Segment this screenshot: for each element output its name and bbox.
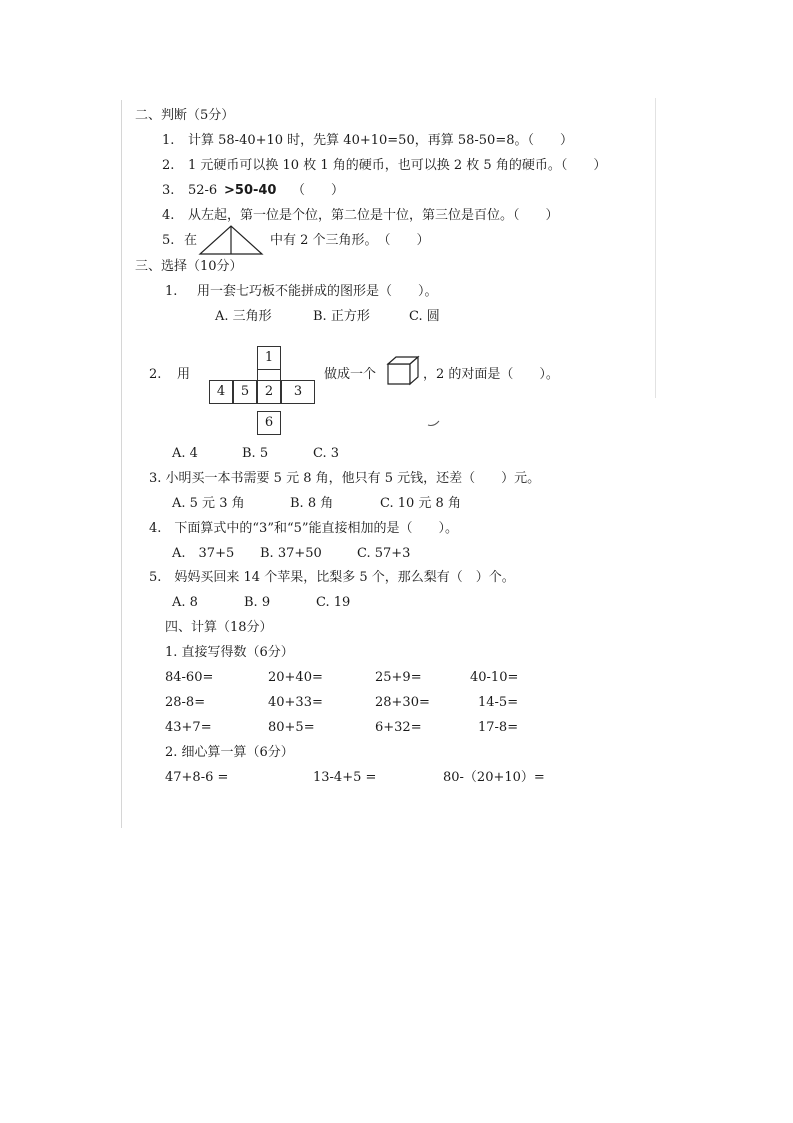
judge-item-4-number: 4.: [162, 208, 175, 223]
scan-edge-right: [655, 98, 656, 398]
judge-item-3-expr-right: >50-40: [224, 183, 277, 198]
choice-q5-text: 5. 妈妈买回来 14 个苹果，比梨多 5 个，那么梨有（ ）个。: [149, 570, 515, 585]
calc-row-1-col-2: 20+40=: [268, 670, 323, 685]
judge-item-5-post: 中有 2 个三角形。 （ ）: [270, 233, 430, 248]
calc-row-2-col-4: 14-5=: [478, 695, 519, 710]
calc-row-2-col-3: 28+30=: [375, 695, 430, 710]
choice-q2-number: 2.: [149, 367, 162, 382]
net-face-4: 3: [281, 380, 315, 404]
choice-q3-option-a: A. 5 元 3 角: [172, 496, 245, 511]
choice-q2-option-c: C. 3: [313, 446, 340, 461]
choice-q5-option-b: B. 9: [244, 595, 271, 610]
calc-part-2-item-2: 13-4+5 =: [313, 770, 377, 785]
choice-q2-option-a: A. 4: [172, 446, 198, 461]
judge-item-2-number: 2.: [162, 158, 175, 173]
net-face-3: 2: [257, 380, 281, 404]
choice-q3-option-b: B. 8 角: [290, 496, 334, 511]
calc-part-2-item-1: 47+8-6 =: [165, 770, 229, 785]
choice-q4-option-a: A. 37+5: [172, 546, 235, 561]
judge-item-2-text: 1 元硬币可以换 10 枚 1 角的硬币，也可以换 2 枚 5 角的硬币。（ ）: [188, 158, 607, 173]
section-2-heading: 二、判断（5分）: [135, 108, 235, 123]
choice-q2-pre: 用: [177, 367, 191, 382]
choice-q5-option-a: A. 8: [172, 595, 198, 610]
judge-item-1-number: 1.: [162, 133, 175, 148]
judge-item-3-number: 3.: [162, 183, 175, 198]
choice-q1-option-a: A. 三角形: [215, 309, 272, 324]
calc-row-2-col-2: 40+33=: [268, 695, 323, 710]
calc-row-3-col-1: 43+7=: [165, 720, 212, 735]
calc-row-2-col-1: 28-8=: [165, 695, 206, 710]
judge-item-5-number: 5.: [162, 233, 175, 248]
calc-row-1-col-3: 25+9=: [375, 670, 422, 685]
choice-q4-option-b: B. 37+50: [260, 546, 322, 561]
net-face-2: 5: [233, 380, 257, 404]
net-face-1: 4: [209, 380, 233, 404]
net-face-bottom: 6: [257, 411, 281, 435]
choice-q4-option-c: C. 57+3: [357, 546, 411, 561]
choice-q5-option-c: C. 19: [316, 595, 351, 610]
scan-edge-left: [121, 100, 122, 828]
calc-part-2-heading: 2. 细心算一算（6分）: [165, 745, 294, 760]
cube-icon: [386, 354, 422, 386]
net-connector-top: [257, 357, 281, 381]
judge-item-3-expr-left: 52-6: [188, 183, 218, 198]
calc-row-1-col-1: 84-60=: [165, 670, 214, 685]
calc-row-3-col-2: 80+5=: [268, 720, 315, 735]
choice-q1-option-b: B. 正方形: [313, 309, 370, 324]
calc-row-1-col-4: 40-10=: [470, 670, 519, 685]
choice-q1-option-c: C. 圆: [409, 309, 440, 324]
section-4-heading: 四、计算（18分）: [165, 620, 273, 635]
triangle-figure-icon: [198, 224, 264, 256]
section-3-heading: 三、选择（10分）: [135, 259, 243, 274]
choice-q3-option-c: C. 10 元 8 角: [380, 496, 461, 511]
pen-mark-icon: [426, 418, 442, 428]
judge-item-1-text: 计算 58-40+10 时，先算 40+10=50，再算 58-50=8。（ ）: [188, 133, 573, 148]
choice-q4-text: 4. 下面算式中的“3”和“5”能直接相加的是（ ）。: [149, 521, 459, 536]
choice-q3-text: 3. 小明买一本书需要 5 元 8 角，他只有 5 元钱，还差（ ）元。: [149, 471, 541, 486]
choice-q1-number: 1.: [165, 284, 178, 299]
choice-q2-option-b: B. 5: [242, 446, 269, 461]
calc-row-3-col-4: 17-8=: [478, 720, 519, 735]
calc-part-1-heading: 1. 直接写得数（6分）: [165, 645, 294, 660]
calc-part-2-item-3: 80-（20+10）=: [443, 770, 545, 785]
calc-row-3-col-3: 6+32=: [375, 720, 422, 735]
choice-q2-post: ，2 的对面是（ ）。: [423, 367, 559, 382]
judge-item-4-text: 从左起，第一位是个位，第二位是十位，第三位是百位。（ ）: [188, 208, 559, 223]
choice-q2-mid: 做成一个: [324, 367, 377, 382]
judge-item-3-answer-blank: （ ）: [292, 183, 345, 198]
net-face-top: 1: [257, 346, 281, 370]
choice-q1-text: 用一套七巧板不能拼成的图形是（ ）。: [197, 284, 438, 299]
judge-item-5-pre: 在: [184, 233, 198, 248]
